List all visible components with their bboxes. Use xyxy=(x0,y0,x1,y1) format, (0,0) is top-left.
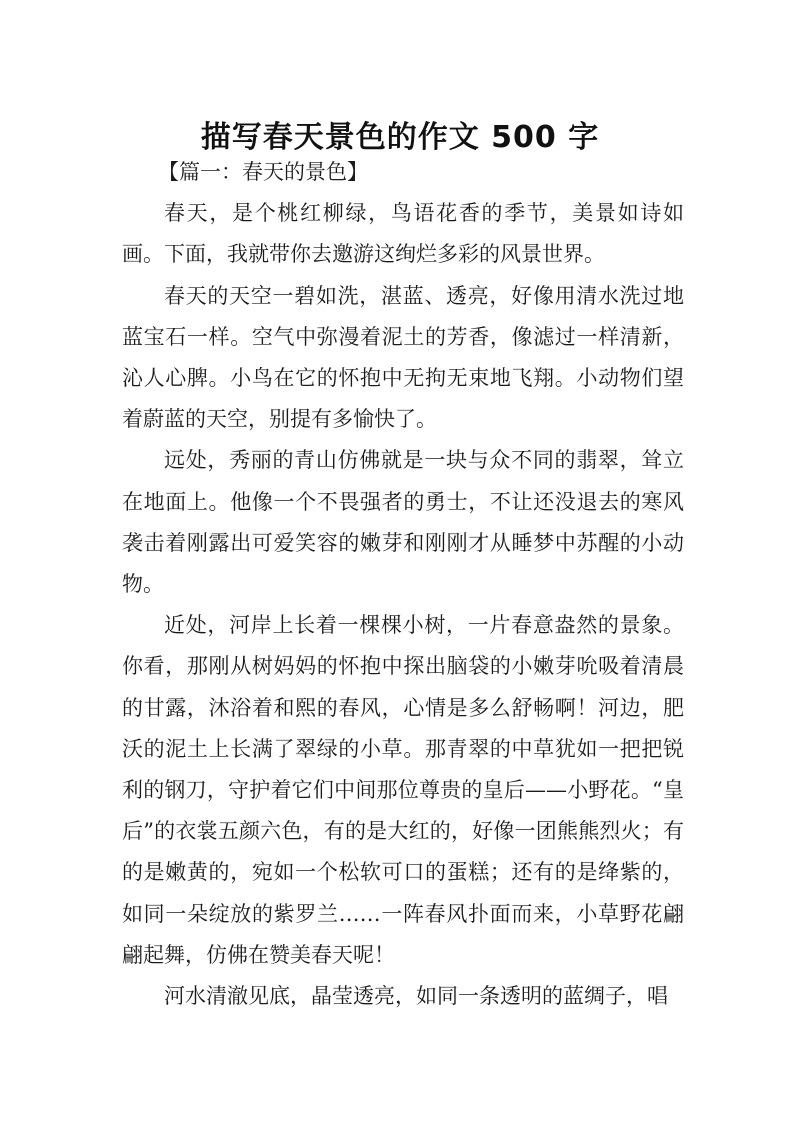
document-body xyxy=(122,152,684,1017)
paragraph-5: 河水清澈见底，晶莹透亮，如同一条透明的蓝绸子，唱 xyxy=(164,984,668,1009)
paragraph-2: 春天的天空一碧如洗，湛蓝、透亮，好像用清水洗过地蓝宝石一样。空气中弥漫着泥土的芳香，像滤过一样清新，沁人心脾。小鸟在它的怀抱中无拘无束地飞翔。小动物们望着蔚蓝的天空，别提有多愉快了。 xyxy=(122,283,684,432)
section-heading: 【篇一：春天的景色】 xyxy=(158,160,368,184)
paragraph-1: 春天，是个桃红柳绿，鸟语花香的季节，美景如诗如画。下面，我就带你去邀游这绚烂多彩的风景世界。 xyxy=(122,201,684,267)
paragraph-4: 近处，河岸上长着一棵棵小树，一片春意盎然的景象。你看，那刚从树妈妈的怀抱中探出脑袋的小嫩芽吮吸着清晨的甘露，沐浴着和熙的春风，心情是多么舒畅啊！河边，肥沃的泥土上长满了翠绿的小草。那青翠的中草犹如一把把锐利的钢刀，守护着它们中间那位尊贵的皇后——小野花。“皇后”的衣裳五颜六色，有的是大红的，好像一团熊熊烈火；有的是嫩黄的，宛如一个松软可口的蛋糕；还有的是绛紫的，如同一朵绽放的紫罗兰……一阵春风扑面而来，小草野花翩翩起舞，仿佛在赞美春天呢！ xyxy=(122,613,684,967)
document-title: 描写春天景色的作文 500 字 xyxy=(200,120,600,156)
paragraph-3: 远处，秀丽的青山仿佛就是一块与众不同的翡翠，耸立在地面上。他像一个不畏强者的勇士，不让还没退去的寒风袭击着刚露出可爱笑容的嫩芽和刚刚才从睡梦中苏醒的小动物。 xyxy=(122,448,684,597)
